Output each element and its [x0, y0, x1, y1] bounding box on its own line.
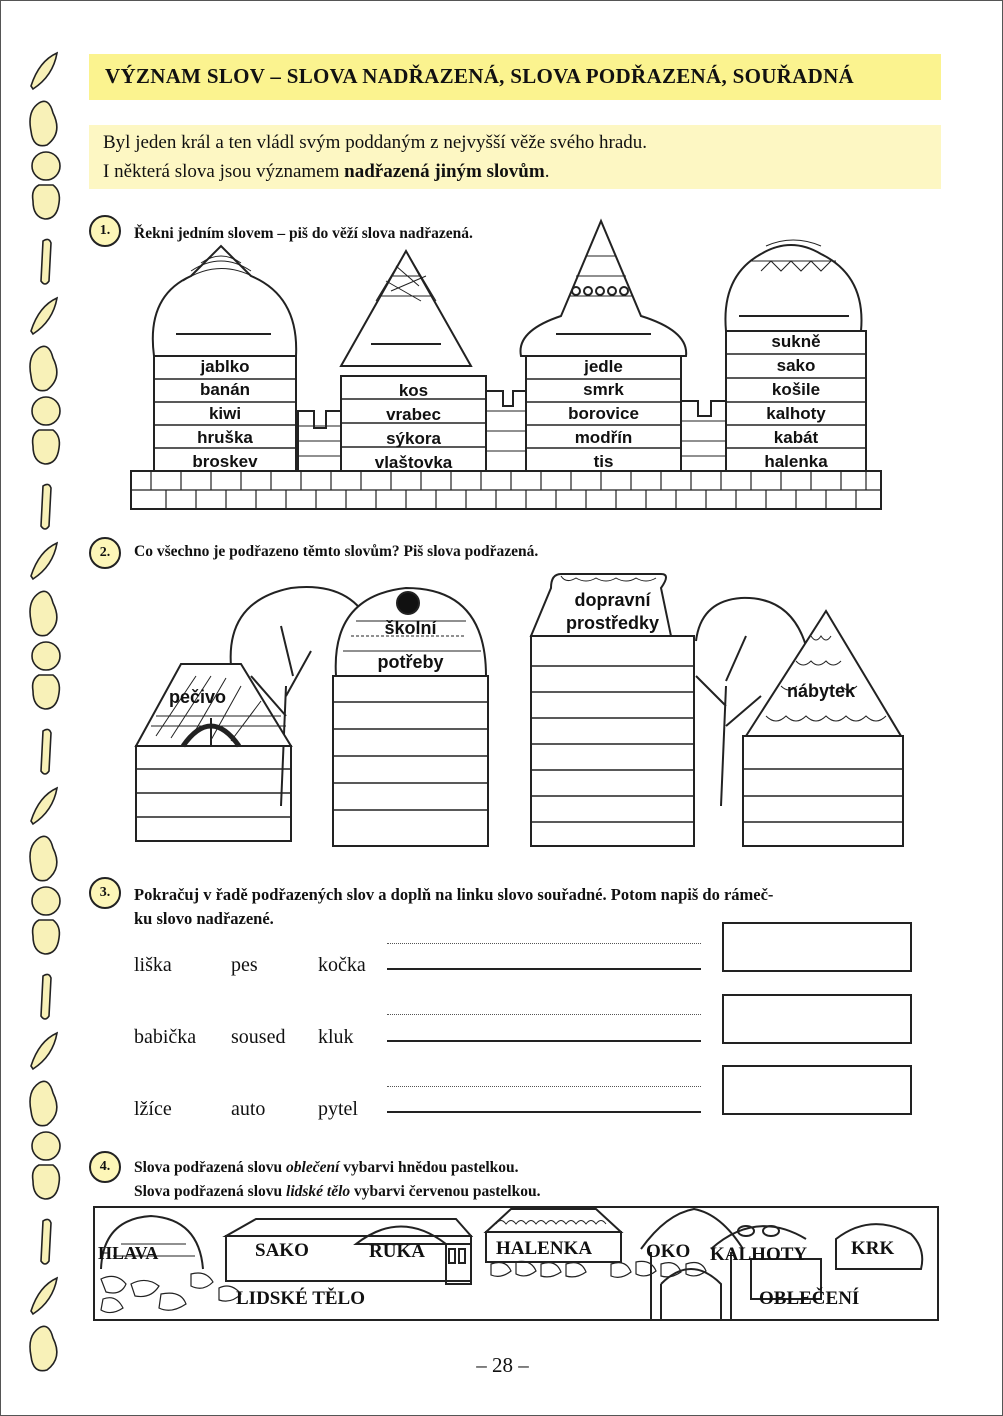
tower-4-word: halenka	[764, 452, 828, 471]
tower-4-word: sako	[776, 356, 816, 375]
tower-1-word: banán	[199, 380, 251, 399]
house-ruka[interactable]: RUKA	[369, 1241, 425, 1262]
row-1-word: kočka	[318, 954, 366, 976]
task-4-number: 4.	[89, 1151, 121, 1183]
pattern-1	[30, 53, 60, 284]
house-hlava[interactable]: HLAVA	[98, 1243, 159, 1263]
house-kalhoty[interactable]: KALHOTY	[710, 1244, 808, 1265]
row-3-dotted-line	[387, 1086, 701, 1087]
row-2-answer-line[interactable]	[387, 1040, 701, 1042]
tower-3-word: borovice	[568, 404, 639, 423]
tower-4-word: košile	[771, 380, 821, 399]
task-4-instruction-line-2: Slova podřazená slovu lidské tělo vybarvi červenou pastelkou.	[134, 1183, 541, 1200]
intro-line-1: Byl jeden král a ten vládl svým poddaným z nejvyšší věže svého hradu.	[103, 132, 648, 153]
wall-label-lidske-telo: LIDSKÉ TĚLO	[236, 1288, 366, 1309]
row-1-answer-line[interactable]	[387, 968, 701, 970]
row-2-word: kluk	[318, 1026, 354, 1048]
task-2-number: 2.	[89, 537, 121, 569]
row-2-word: soused	[231, 1026, 286, 1048]
tower-3-word: tis	[593, 452, 614, 471]
houses-and-trees-drawing	[121, 566, 911, 856]
label-pecivo: pečivo	[169, 687, 227, 707]
task-3-number: 3.	[89, 877, 121, 909]
tower-4-word: kalhoty	[766, 404, 826, 423]
task-4-instruction-line-1: Slova podřazená slovu oblečení vybarvi hnědou pastelkou.	[134, 1159, 519, 1176]
label-prostredky: prostředky	[565, 613, 660, 633]
title-bar	[89, 54, 941, 100]
tower-2-word: sýkora	[386, 429, 441, 448]
row-1-answer-box[interactable]	[722, 922, 912, 972]
tower-2-word: vrabec	[386, 405, 441, 424]
label-dopravni: dopravní	[574, 590, 651, 610]
row-3-answer-box[interactable]	[722, 1065, 912, 1115]
task-2-instruction: Co všechno je podřazeno těmto slovům? Piš slova podřazená.	[134, 543, 539, 560]
label-potreby: potřeby	[377, 652, 444, 672]
house-krk[interactable]: KRK	[851, 1238, 895, 1259]
margin-fruit-decorations	[19, 41, 79, 1381]
tower-1-word: kiwi	[208, 404, 242, 423]
tower-2-word: kos	[398, 381, 429, 400]
label-skolni: školní	[384, 618, 437, 638]
wall-label-obleceni: OBLEČENÍ	[759, 1288, 860, 1309]
tower-1-word: jablko	[200, 357, 250, 376]
intro-line-2: I některá slova jsou významem nadřazená jiným slovům.	[103, 161, 550, 182]
tower-2-word: vlaštovka	[374, 453, 453, 472]
tower-1-word: hruška	[197, 428, 253, 447]
row-3-word: pytel	[318, 1098, 358, 1120]
row-2-word: babička	[134, 1026, 197, 1048]
row-3-word: lžíce	[134, 1098, 172, 1120]
row-1-dotted-line	[387, 943, 701, 944]
row-2-answer-box[interactable]	[722, 994, 912, 1044]
row-2-dotted-line	[387, 1014, 701, 1015]
tower-3-word: modřín	[574, 428, 633, 447]
label-nabytek: nábytek	[786, 681, 856, 701]
task-1-number: 1.	[89, 215, 121, 247]
house-sako[interactable]: SAKO	[255, 1240, 309, 1261]
row-1-word: pes	[231, 954, 258, 976]
house-halenka[interactable]: HALENKA	[496, 1238, 593, 1259]
page-title: VÝZNAM SLOV – SLOVA NADŘAZENÁ, SLOVA PODŘAZENÁ, SOUŘADNÁ	[105, 64, 854, 88]
row-3-word: auto	[231, 1098, 266, 1120]
row-3-answer-line[interactable]	[387, 1111, 701, 1113]
house-oko[interactable]: OKO	[646, 1241, 691, 1262]
tower-3-word: jedle	[584, 357, 623, 376]
intro-box	[89, 125, 941, 189]
row-1-word: liška	[134, 954, 172, 976]
tower-1-word: broskev	[192, 452, 258, 471]
tower-4-word: kabát	[773, 428, 819, 447]
page-number: – 28 –	[476, 1353, 529, 1377]
task-3-instruction-line-2: ku slovo nadřazené.	[134, 909, 274, 928]
task-1-instruction: Řekni jedním slovem – piš do věží slova nadřazená.	[134, 225, 473, 242]
tower-4-word: sukně	[771, 332, 821, 351]
tower-3-word: smrk	[583, 380, 624, 399]
task-3-instruction-line-1: Pokračuj v řadě podřazených slov a doplň na linku slovo souřadné. Potom napiš do rámeč-	[134, 885, 774, 904]
